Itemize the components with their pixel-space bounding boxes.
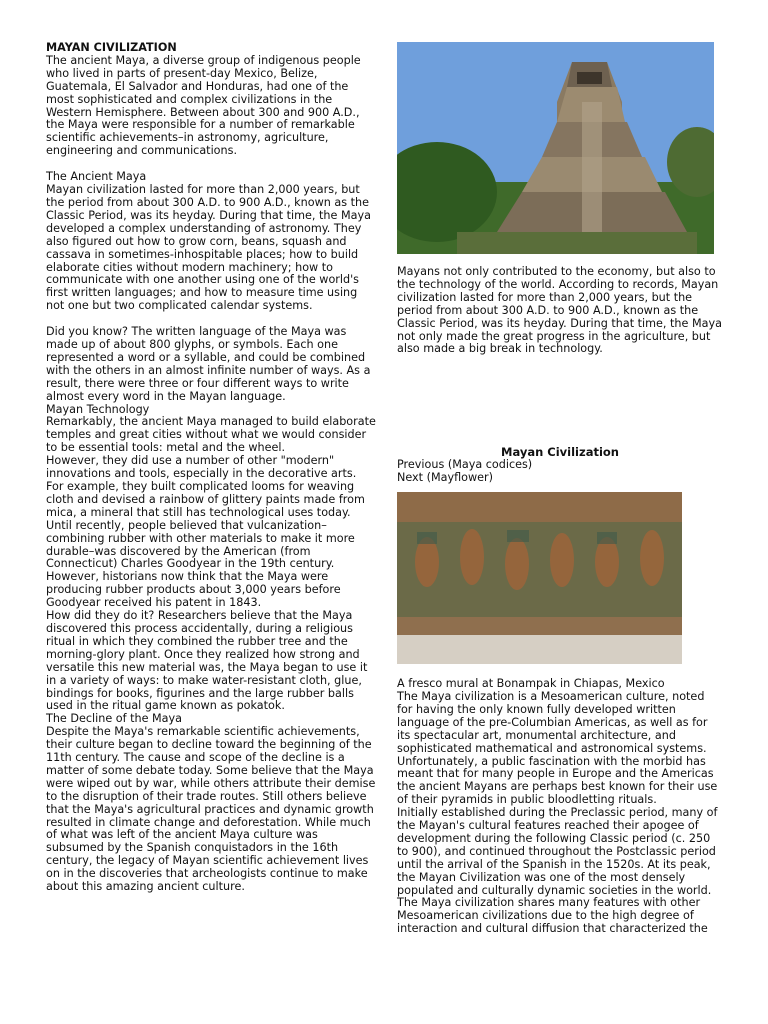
technology-paragraph-1: Remarkably, the ancient Maya managed to build elaborate temples and great cities without what we would consider to be essential tools: metal and the wheel.	[46, 415, 376, 455]
previous-link[interactable]: Previous (Maya codices)	[397, 458, 533, 472]
decline-paragraph: Despite the Maya's remarkable scientific achievements, their culture began to decline toward the beginning of the 11th century. The cause and scope of the decline is a matter of some debate today. Some believe that the Maya were wiped out by war, while others attribute their demise to the disruption of their trade routes. Still others believe that the Maya's agricultural practices and dynamic growth resulted in climate change and deforestation. While much of what was left of the ancient Maya culture was subsumed by the Spanish conquistadors in the 16th century, the legacy of Mayan scientific achievement lives on in the discoveries that archeologists continue to make about this amazing ancient culture.	[46, 725, 376, 894]
section-title: Mayan Civilization	[501, 445, 619, 460]
technology-paragraph-2: However, they did use a number of other "modern" innovations and tools, especially in the decorative arts. For example, they built complicated looms for weaving cloth and devised a rainbow of glittery paints made from mica, a mineral that still has technological uses today.	[46, 454, 365, 519]
fresco-mural-photo	[397, 492, 682, 664]
document-title: MAYAN CIVILIZATION	[46, 41, 177, 54]
technology-paragraph-3: Until recently, people believed that vulcanization–combining rubber with other materials to make it more durable–was discovered by the American (from Connecticut) Charles Goodyear in the 19th century. However, historians now think that the Maya were producing rubber products about 3,000 years before Goodyear received his patent in 1843.	[46, 518, 355, 610]
pyramid-photo	[397, 42, 714, 254]
did-you-know-paragraph: Did you know? The written language of the Maya was made up of about 800 glyphs, or symbols. Each one represented a word or a syllable, and could be combined with the others in an almost infinite number of ways. As a result, there were three or four different ways to write almost every word in the Mayan language.	[46, 325, 371, 403]
civilization-paragraph-3: The Maya civilization shares many features with other Mesoamerican civilizations due to the high degree of interaction and cultural diffusion that characterized the	[397, 896, 708, 936]
ancient-maya-heading: The Ancient Maya	[46, 170, 147, 184]
decline-heading: The Decline of the Maya	[46, 712, 182, 726]
pyramid-caption: Mayans not only contributed to the economy, but also to the technology of the world. According to records, Mayan civilization lasted for more than 2,000 years, but the period from about 300 A.D. to 900 A.D., known as the Classic Period, was its heyday. During that time, the Maya not only made the great progress in the agriculture, but also made a big break in technology.	[397, 265, 722, 356]
mural-illustration	[397, 492, 682, 664]
left-column	[46, 42, 376, 894]
pyramid-illustration	[397, 42, 714, 254]
mural-caption: A fresco mural at Bonampak in Chiapas, Mexico	[397, 677, 665, 691]
technology-paragraph-4: How did they do it? Researchers believe that the Maya discovered this process accidentally, during a religious ritual in which they combined the rubber tree and the morning-glory plant. Once they realized how strong and versatile this new material was, the Maya began to use it in a variety of ways: to make water-resistant cloth, glue, bindings for books, figurines and the large rubber balls used in the ritual game known as pokatok.	[46, 609, 368, 713]
civilization-paragraph-2: Initially established during the Preclassic period, many of the Mayan's cultural features reached their apogee of development during the following Classic period (c. 250 to 900), and continued throughout the Postclassic period until the arrival of the Spanish in the 1520s. At its peak, the Mayan Civilization was one of the most densely populated and culturally dynamic societies in the world.	[397, 806, 718, 897]
next-link[interactable]: Next (Mayflower)	[397, 471, 494, 485]
intro-paragraph: The ancient Maya, a diverse group of indigenous people who lived in parts of present-day Mexico, Belize, Guatemala, El Salvador and Honduras, had one of the most sophisticated and complex civilizations in the Western Hemisphere. Between about 300 and 900 A.D., the Maya were responsible for a number of remarkable scientific achievements–in astronomy, agriculture, engineering and communications.	[46, 53, 361, 158]
ancient-maya-paragraph: Mayan civilization lasted for more than 2,000 years, but the period from about 300 A.D. to 900 A.D., known as the Classic Period, was its heyday. During that time, the Maya developed a complex understanding of astronomy. They also figured out how to grow corn, beans, squash and cassava in sometimes-inhospitable places; how to build elaborate cities without modern machinery; how to communicate with one another using one of the world's first written languages; and how to measure time using not one but two complicated calendar systems.	[46, 183, 371, 313]
technology-heading: Mayan Technology	[46, 402, 150, 416]
right-column	[397, 42, 723, 936]
civilization-paragraph-1: The Maya civilization is a Mesoamerican culture, noted for having the only known fully developed written language of the pre-Columbian Americas, as well as for its spectacular art, monumental architecture, and sophisticated mathematical and astronomical systems. Unfortunately, a public fascination with the morbid has meant that for many people in Europe and the Americas the ancient Mayans are perhaps best known for their use of their pyramids in public bloodletting rituals.	[397, 689, 718, 807]
